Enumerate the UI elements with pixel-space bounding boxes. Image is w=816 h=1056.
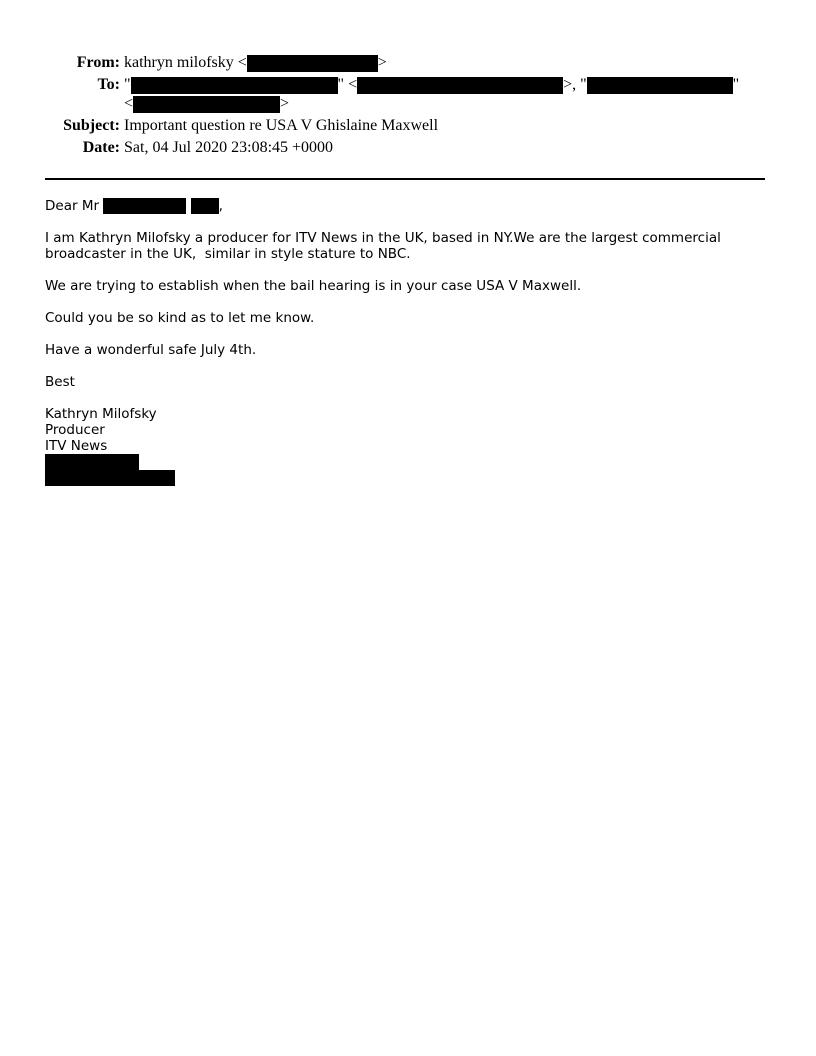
paragraph-request: Could you be so kind as to let me know. (45, 310, 315, 326)
header-divider (45, 178, 765, 180)
angle-close: > (377, 54, 387, 71)
subject-value: Important question re USA V Ghislaine Maxwell (124, 117, 439, 134)
signature-name: Kathryn Milofsky (45, 406, 157, 422)
paragraph-intro: I am Kathryn Milofsky a producer for ITV News in the UK, based in NY.We are the largest commercial broadcaster in the UK, similar in style stature to NBC. (45, 230, 726, 262)
redaction-from-email (247, 55, 378, 72)
paragraph-question: We are trying to establish when the bail hearing is in your case USA V Maxwell. (45, 278, 582, 294)
signature-title: Producer (45, 422, 105, 438)
redaction-signature-1 (45, 454, 139, 470)
paragraph-wishes: Have a wonderful safe July 4th. (45, 342, 257, 358)
redaction-recipient-name-1 (103, 198, 186, 214)
greeting: Dear Mr , (45, 198, 223, 214)
email-body (45, 198, 765, 486)
redaction-to-email-1 (357, 77, 563, 94)
angle-open: < (237, 54, 247, 71)
redaction-to-email-2 (133, 96, 280, 113)
redaction-recipient-name-2 (191, 198, 219, 214)
from-label: From: (76, 54, 120, 71)
date-label: Date: (82, 139, 120, 156)
closing: Best (45, 374, 75, 390)
redaction-signature-2 (45, 470, 175, 486)
signature-block (45, 406, 765, 486)
redaction-to-name-1 (131, 77, 338, 94)
subject-label: Subject: (63, 117, 120, 134)
signature-org: ITV News (45, 438, 108, 454)
redaction-to-name-2 (587, 77, 733, 94)
from-name: kathryn milofsky (124, 54, 234, 71)
to-row-continued: < > (124, 95, 290, 112)
to-label: To: (97, 76, 120, 93)
date-value: Sat, 04 Jul 2020 23:08:45 +0000 (124, 139, 334, 156)
